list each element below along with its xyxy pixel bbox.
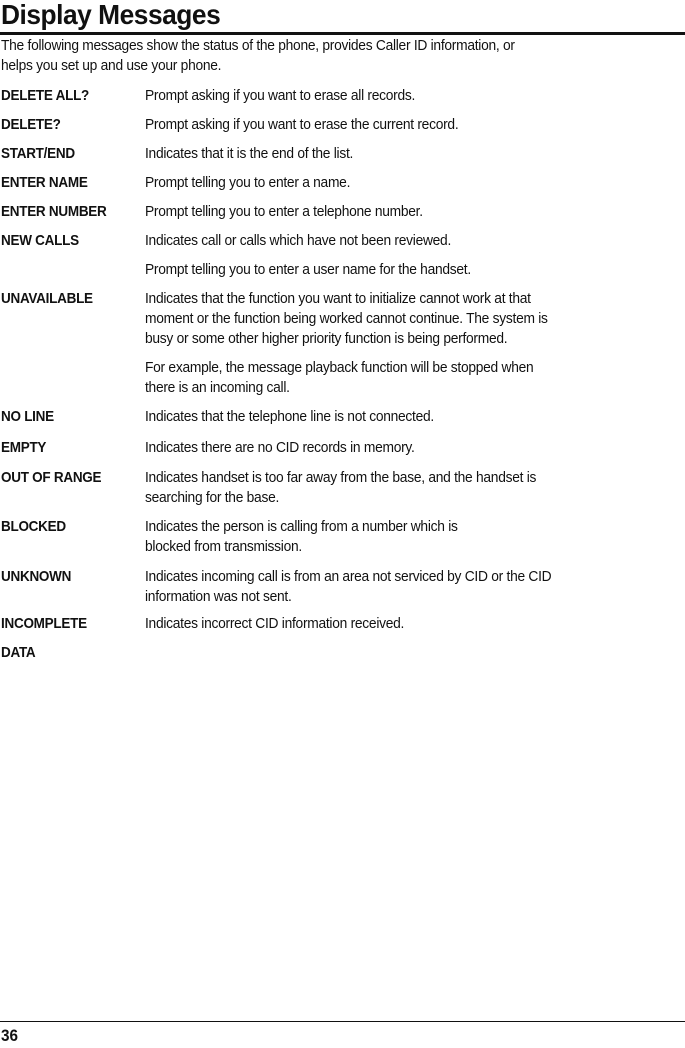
description-line: Prompt telling you to enter a telephone number. [145, 203, 423, 220]
message-description [145, 438, 605, 458]
description-line: Indicates the person is calling from a number which is [145, 518, 458, 535]
description-line: moment or the function being worked cannot continue. The system is [145, 310, 548, 327]
description-line: Prompt asking if you want to erase the current record. [145, 116, 459, 133]
description-line: Prompt asking if you want to erase all records. [145, 87, 416, 104]
description-line: information was not sent. [145, 588, 292, 605]
description-line: there is an incoming call. [145, 379, 290, 396]
description-line: Prompt telling you to enter a user name for the handset. [145, 261, 471, 278]
message-term: OUT OF RANGE [1, 469, 102, 486]
message-term: UNAVAILABLE [1, 290, 93, 307]
message-term: DELETE ALL? [1, 87, 90, 104]
page-title: Display Messages [1, 0, 221, 30]
footer-divider [0, 1021, 685, 1022]
message-description [145, 407, 605, 427]
description-line: Indicates call or calls which have not been reviewed. [145, 232, 452, 249]
message-description [145, 173, 605, 193]
description-line: searching for the base. [145, 489, 280, 506]
message-description [145, 517, 605, 557]
description-line: Prompt telling you to enter a name. [145, 174, 351, 191]
message-term: ENTER NAME [1, 174, 88, 191]
message-term: INCOMPLETE [1, 615, 87, 632]
description-line: Indicates that the function you want to initialize cannot work at that [145, 290, 531, 307]
description-line: busy or some other higher priority function is being performed. [145, 330, 508, 347]
description-line: For example, the message playback function will be stopped when [145, 359, 534, 376]
message-description [145, 86, 605, 106]
message-description [145, 358, 605, 398]
description-line: Indicates there are no CID records in memory. [145, 439, 415, 456]
intro-line: The following messages show the status of the phone, provides Caller ID information, or [1, 37, 515, 54]
message-term: BLOCKED [1, 518, 66, 535]
message-description [145, 289, 605, 349]
message-description [145, 115, 605, 135]
message-description [145, 231, 605, 251]
page-number: 36 [1, 1026, 19, 1045]
title-bar [0, 0, 685, 35]
description-line: Indicates that the telephone line is not connected. [145, 408, 434, 425]
message-term: EMPTY [1, 439, 47, 456]
message-description [145, 468, 605, 508]
message-term: NEW CALLS [1, 232, 79, 249]
message-description [145, 567, 605, 607]
message-term: START/END [1, 145, 75, 162]
description-line: Indicates that it is the end of the list. [145, 145, 354, 162]
message-term: NO LINE [1, 408, 54, 425]
intro-paragraph [1, 36, 553, 76]
message-term: ENTER NUMBER [1, 203, 107, 220]
message-term: DELETE? [1, 116, 61, 133]
message-description [145, 202, 605, 222]
message-term: DATA [1, 644, 36, 661]
description-line: Indicates handset is too far away from the base, and the handset is [145, 469, 537, 486]
intro-line: helps you set up and use your phone. [1, 57, 222, 74]
message-term: UNKNOWN [1, 568, 72, 585]
message-description [145, 144, 605, 164]
message-description [145, 614, 605, 634]
description-line: blocked from transmission. [145, 538, 302, 555]
message-description [145, 260, 605, 280]
description-line: Indicates incoming call is from an area not serviced by CID or the CID [145, 568, 552, 585]
description-line: Indicates incorrect CID information received. [145, 615, 405, 632]
